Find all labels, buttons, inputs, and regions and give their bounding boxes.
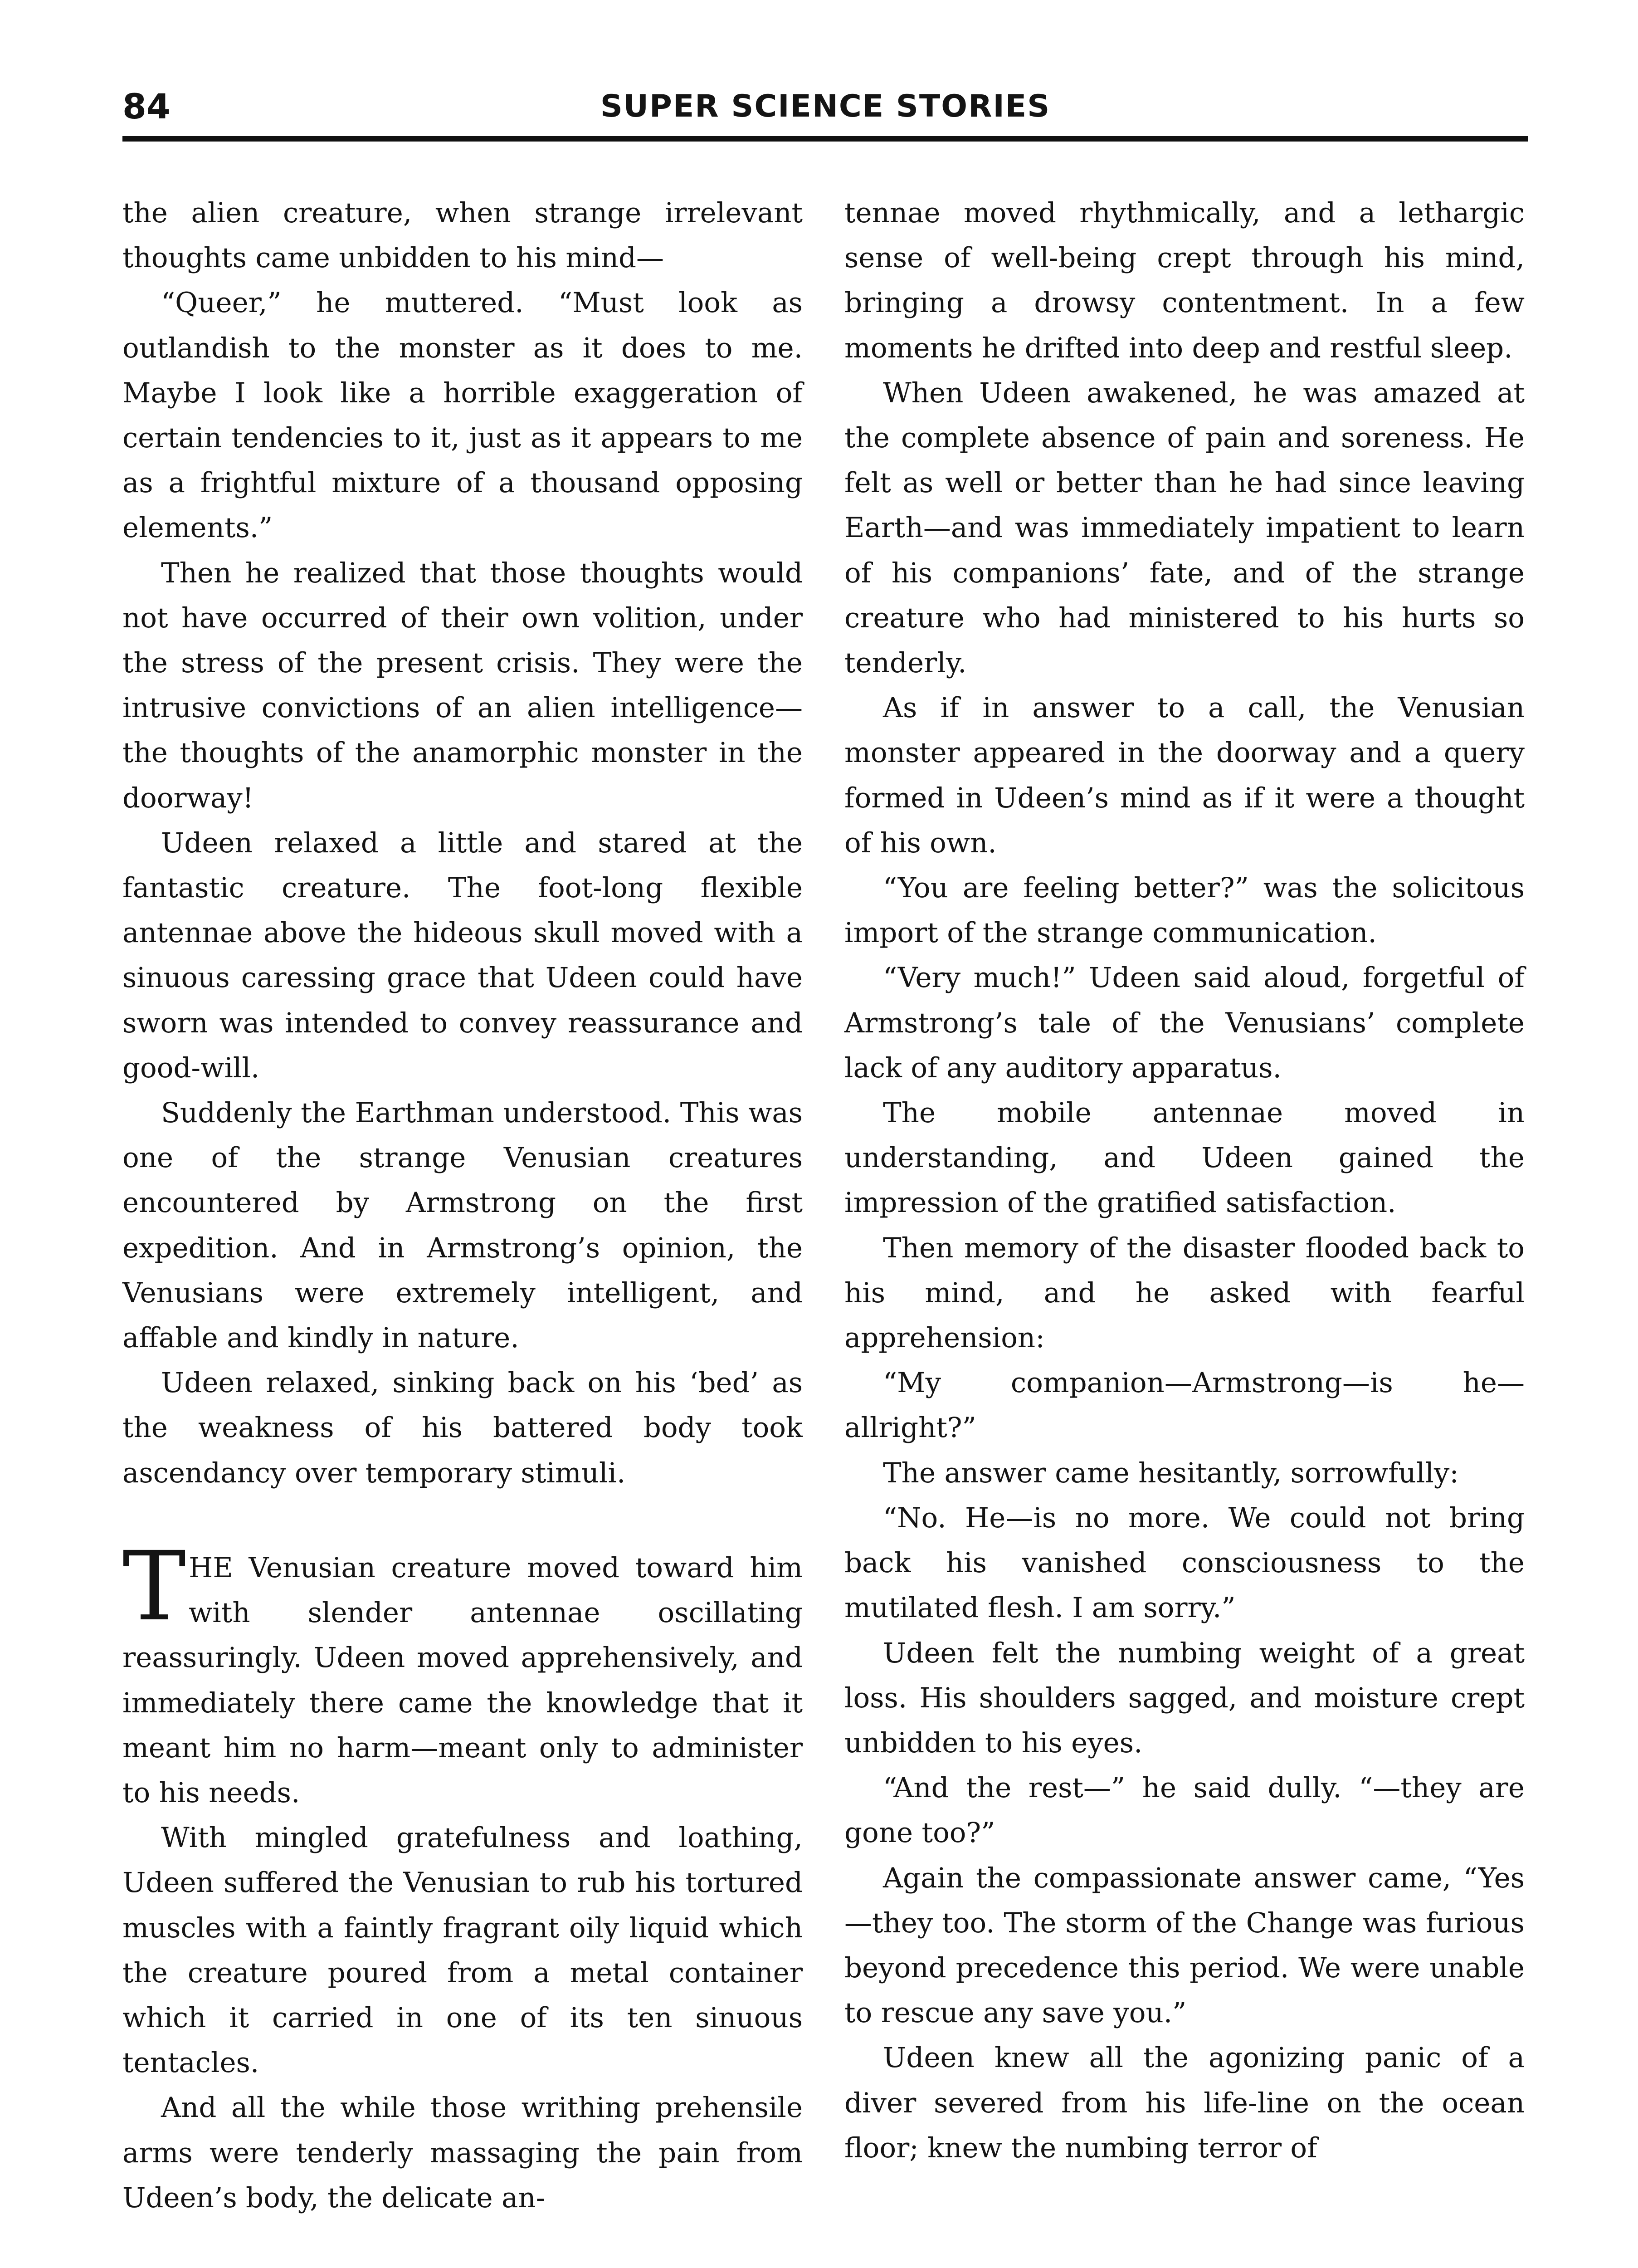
paragraph: When Udeen awakened, he was amazed at the complete absence of pain and soreness. He felt as well or better than he had since leaving Earth—and was immediately impatient to learn of his companions’ fate, and of the strange creature who had ministered to his hurts so tenderly.	[844, 376, 1525, 679]
paragraph: With mingled gratefulness and loathing, Udeen suffered the Venusian to rub his tortured muscles with a faintly fragrant oily liquid which the creature poured from a metal container which it carried in one of its ten sinuous tentacles.	[122, 1822, 803, 2079]
paragraph: Udeen knew all the agonizing panic of a diver severed from his life-line on the ocean floor; knew the numbing terror of	[844, 2042, 1525, 2164]
running-title: SUPER SCIENCE STORIES	[600, 88, 1051, 124]
paragraph: tennae moved rhythmically, and a lethargic sense of well-being crept through his mind, bringing a drowsy contentment. In a few moments he drifted into deep and restful sleep.	[844, 197, 1525, 364]
paragraph: “My companion—Armstrong—is he— allright?”	[844, 1367, 1525, 1444]
paragraph: Udeen relaxed a little and stared at the fantastic creature. The foot-long flexible antennae above the hideous skull moved with a sinuous caressing grace that Udeen could have sworn was intended to convey reassurance and good-will.	[122, 826, 803, 1084]
paragraph: And all the while those writhing prehensile arms were tenderly massaging the pain from Udeen’s body, the delicate an-	[122, 2092, 803, 2214]
right-column	[844, 191, 1525, 2170]
paragraph: “No. He—is no more. We could not bring back his vanished consciousness to the mutilated flesh. I am sorry.”	[844, 1501, 1525, 1624]
left-column	[122, 191, 803, 2220]
paragraph-text: Venusian creature moved toward him with slender antennae oscillating reassuringly. Udeen moved apprehensively, and immediately there came the knowledge that it meant him no harm—meant only to administer to his needs.	[122, 1551, 803, 1809]
paragraph: Then memory of the disaster flooded back to his mind, and he asked with fearful apprehension:	[844, 1232, 1525, 1354]
paragraph: The answer came hesitantly, sorrowfully:	[883, 1457, 1459, 1489]
paragraph: Then he realized that those thoughts would not have occurred of their own volition, under the stress of the present crisis. They were the intrusive convictions of an alien intelligence—the thoughts of the anamorphic monster in the doorway!	[122, 557, 803, 814]
paragraph: Again the compassionate answer came, “Yes—they too. The storm of the Change was furious beyond precedence this period. We were unable to rescue any save you.”	[844, 1862, 1525, 2029]
page-number: 84	[122, 86, 171, 127]
header-rule	[122, 136, 1528, 142]
paragraph: “Very much!” Udeen said aloud, forgetful of Armstrong’s tale of the Venusians’ complete lack of any auditory apparatus.	[844, 962, 1525, 1084]
paragraph: “You are feeling better?” was the solicitous import of the strange communication.	[844, 872, 1525, 949]
paragraph-with-dropcap	[122, 1530, 803, 1815]
paragraph: As if in answer to a call, the Venusian monster appeared in the doorway and a query formed in Udeen’s mind as if it were a thought of his own.	[844, 692, 1525, 859]
paragraph: “And the rest—” he said dully. “—they are gone too?”	[844, 1772, 1525, 1849]
paragraph: Udeen relaxed, sinking back on his ‘bed’ as the weakness of his battered body took ascendancy over temporary stimuli.	[122, 1367, 803, 1489]
section-break	[122, 1496, 803, 1545]
paragraph: Udeen felt the numbing weight of a great loss. His shoulders sagged, and moisture crept unbidden to his eyes.	[844, 1637, 1525, 1759]
drop-cap: T	[122, 1530, 186, 1642]
page-header	[122, 86, 1528, 127]
paragraph: The mobile antennae moved in understanding, and Udeen gained the impression of the gratified satisfaction.	[844, 1097, 1525, 1219]
paragraph: Suddenly the Earthman understood. This was one of the strange Venusian creatures encountered by Armstrong on the first expedition. And in Armstrong’s opinion, the Venusians were extremely intelligent, and affable and kindly in nature.	[122, 1097, 803, 1354]
paragraph: “Queer,” he muttered. “Must look as outlandish to the monster as it does to me. Maybe I look like a horrible exaggeration of certain tendencies to it, just as it appears to me as a frightful mixture of a thousand opposing elements.”	[122, 287, 803, 544]
paragraph: the alien creature, when strange irrelevant thoughts came unbidden to his mind—	[122, 197, 803, 274]
small-caps-lead: HE	[189, 1551, 233, 1584]
